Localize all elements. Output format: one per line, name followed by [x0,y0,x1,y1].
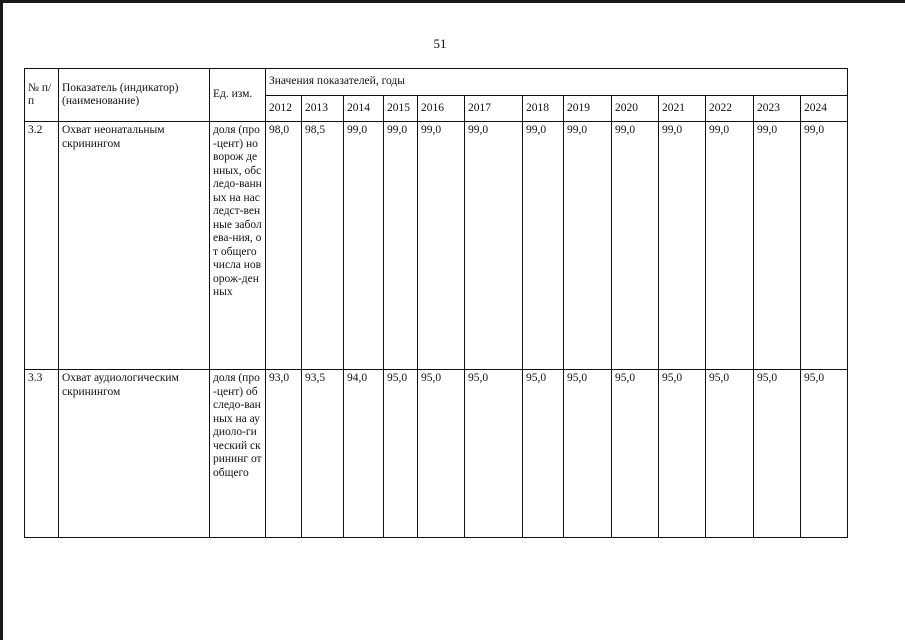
row-unit: доля (про-цент) обследо-ванных на аудиоло-гический скрининг от общего [210,370,266,538]
value-cell: 99,0 [384,122,418,370]
scan-edge-top [0,0,905,3]
value-cell: 99,0 [612,122,659,370]
value-cell: 99,0 [706,122,754,370]
year-header: 2022 [706,96,754,122]
value-cell: 98,5 [302,122,344,370]
value-cell: 98,0 [266,122,302,370]
row-number: 3.3 [25,370,59,538]
row-unit: доля (про-цент) новорож денных, обследо-ванных на наследст-венные заболева-ния, от общего числа новорож-денных [210,122,266,370]
year-header: 2023 [754,96,801,122]
value-cell: 95,0 [523,370,564,538]
year-header: 2017 [465,96,523,122]
value-cell: 95,0 [754,370,801,538]
year-header: 2019 [564,96,612,122]
value-cell: 99,0 [754,122,801,370]
value-cell: 95,0 [564,370,612,538]
header-num: № п/п [25,69,59,122]
year-header: 2014 [344,96,384,122]
value-cell: 93,0 [266,370,302,538]
value-cell: 99,0 [465,122,523,370]
value-cell: 95,0 [659,370,706,538]
value-cell: 95,0 [706,370,754,538]
year-header: 2013 [302,96,344,122]
value-cell: 99,0 [801,122,848,370]
header-row-1 [25,69,848,96]
value-cell: 99,0 [344,122,384,370]
value-cell: 99,0 [659,122,706,370]
value-cell: 95,0 [612,370,659,538]
indicators-table [24,68,848,538]
value-cell: 94,0 [344,370,384,538]
value-cell: 93,5 [302,370,344,538]
year-header: 2012 [266,96,302,122]
page-number: 51 [433,36,447,51]
header-values-group: Значения показателей, годы [266,69,848,96]
row-indicator: Охват неонатальным скринингом [59,122,210,370]
year-header: 2024 [801,96,848,122]
row-indicator: Охват аудиологическим скринингом [59,370,210,538]
header-unit: Ед. изм. [210,69,266,122]
value-cell: 95,0 [384,370,418,538]
value-cell: 95,0 [465,370,523,538]
row-number: 3.2 [25,122,59,370]
value-cell: 99,0 [418,122,465,370]
table-row [25,370,848,538]
table-row [25,122,848,370]
value-cell: 99,0 [523,122,564,370]
year-header: 2015 [384,96,418,122]
year-header: 2021 [659,96,706,122]
year-header: 2016 [418,96,465,122]
scan-edge-left [0,0,3,640]
value-cell: 99,0 [564,122,612,370]
header-indicator: Показатель (индикатор) (наименование) [59,69,210,122]
value-cell: 95,0 [801,370,848,538]
value-cell: 95,0 [418,370,465,538]
year-header: 2020 [612,96,659,122]
year-header: 2018 [523,96,564,122]
